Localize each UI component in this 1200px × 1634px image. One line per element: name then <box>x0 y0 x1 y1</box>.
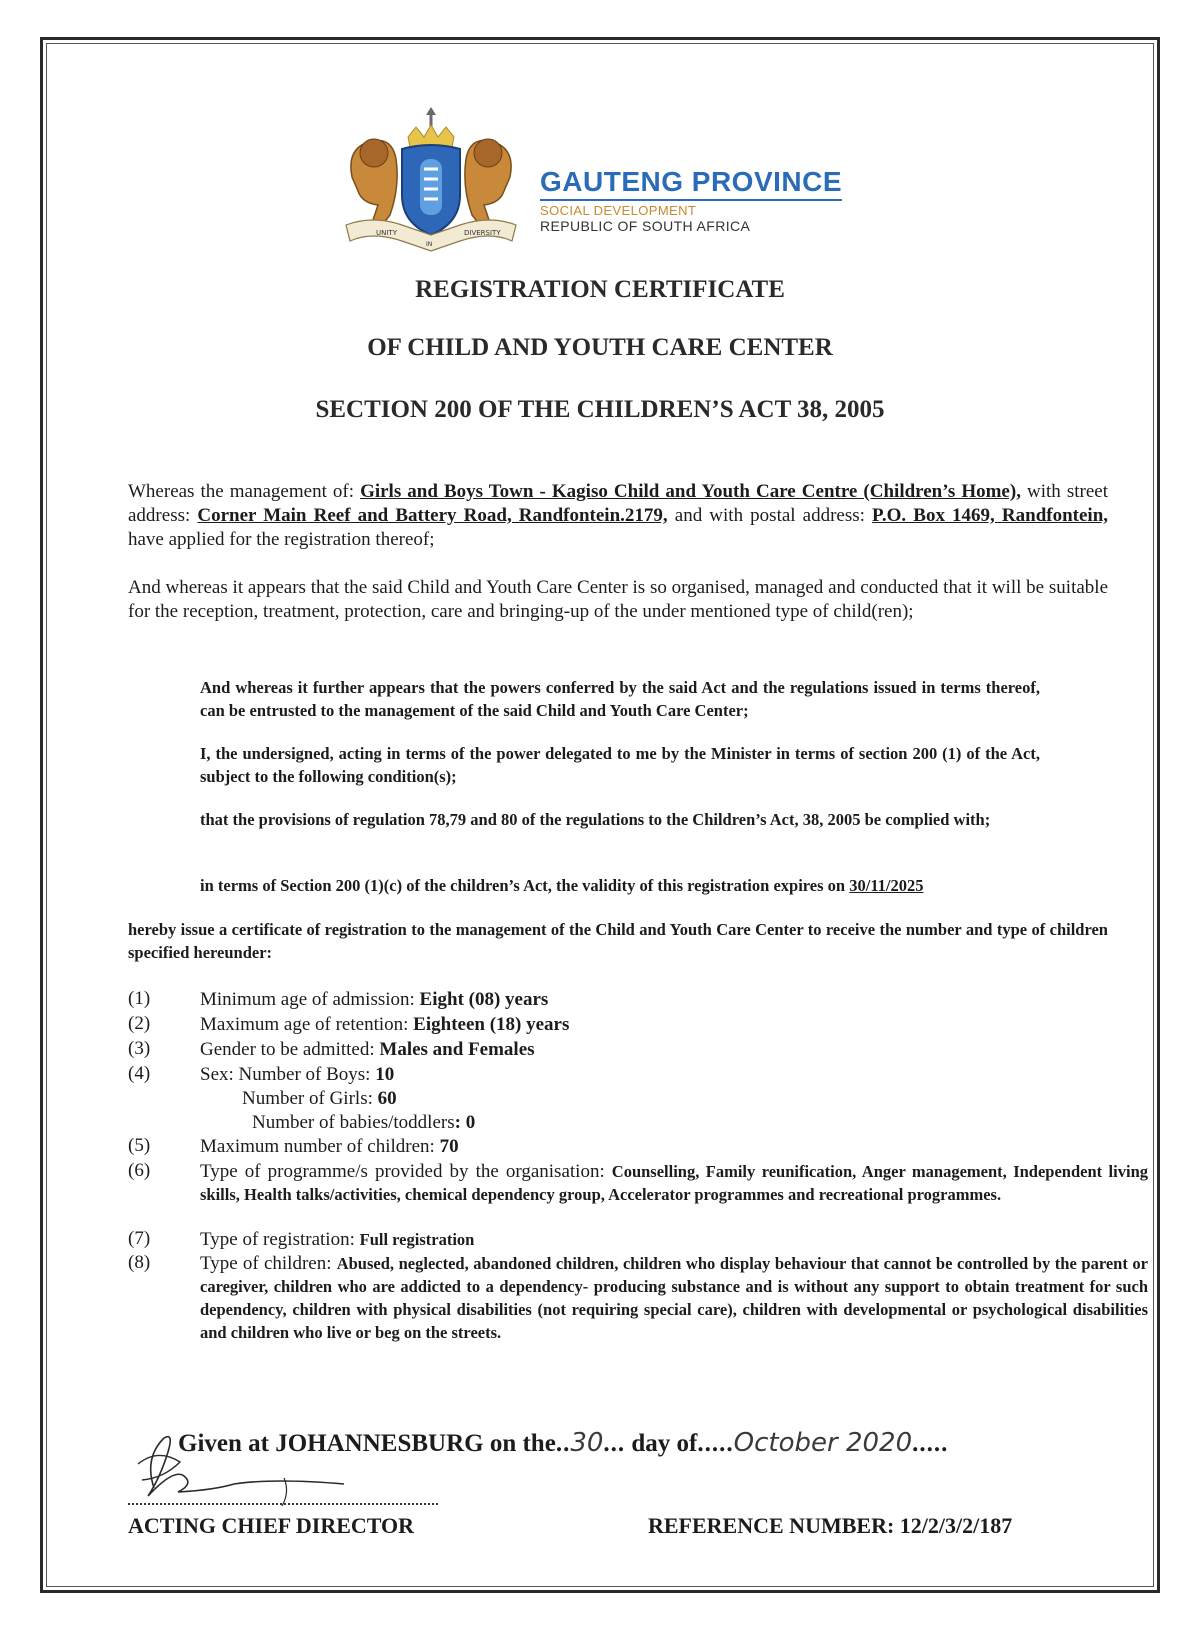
condition-paragraph-2: I, the undersigned, acting in terms of the power delegated to me by the Minister in terms of section 200 (1) of the Act, subject to the following condition(s); <box>200 744 1040 786</box>
item-label: Number of babies/toddlers <box>252 1112 455 1133</box>
title-line-1: REGISTRATION CERTIFICATE <box>415 276 785 303</box>
item-label: Number of Girls: <box>242 1088 378 1109</box>
svg-text:DIVERSITY: DIVERSITY <box>464 229 501 237</box>
condition-paragraph-1: And whereas it further appears that the powers conferred by the said Act and the regulations issued in terms thereof, can be entrusted to the management of the said Child and Youth Care Center; <box>200 678 1040 720</box>
handwritten-day: 30 <box>570 1428 604 1458</box>
item-value: Eight (08) years <box>419 989 549 1010</box>
intro-paragraph-2: And whereas it appears that the said Child and Youth Care Center is so organised, managed and conducted that it will be suitable for the reception, treatment, protection, care and bringing-up of the under mentioned type of child(ren); <box>128 577 1108 622</box>
intro-paragraph-1 <box>128 480 1108 552</box>
brand-department: SOCIAL DEVELOPMENT <box>540 203 697 218</box>
item-value: 70 <box>439 1136 459 1157</box>
item-value: Abused, neglected, abandoned children, children who display behaviour that cannot be controlled by the parent or caregiver, children who are addicted to a dependency- producing substance and is without any support to obtain treatment for such dependency, children with physical disabilities (not requiring special care), children with developmental or psychological disabilities and children who live or beg on the streets. <box>200 1254 1148 1342</box>
item-label: Type of children: <box>200 1253 337 1274</box>
item-number: (2) <box>128 1013 151 1034</box>
list-item-programmes <box>200 1160 1148 1206</box>
item-value: Eighteen (18) years <box>413 1014 570 1035</box>
signature-line <box>128 1503 438 1505</box>
list-item-girls <box>242 1087 1042 1110</box>
item-number: (7) <box>128 1228 151 1249</box>
item-value: : 0 <box>454 1112 476 1133</box>
intro-text: Whereas the management of: <box>128 481 361 502</box>
item-label: Sex: Number of Boys: <box>200 1064 376 1085</box>
given-at-line: Given at JOHANNESBURG on the..30... day of.....October 2020..... <box>178 1428 949 1458</box>
handwritten-month-year: October 2020 <box>733 1428 913 1458</box>
signature-icon <box>124 1418 364 1508</box>
item-number: (1) <box>128 988 151 1009</box>
item-number: (4) <box>128 1063 151 1084</box>
intro-text: with street address: <box>128 481 1108 526</box>
item-value: Full registration <box>359 1230 475 1249</box>
organisation-name: Girls and Boys Town - Kagiso Child and Youth Care Centre (Children’s Home), <box>360 481 1021 502</box>
title-line-2: OF CHILD AND YOUTH CARE CENTER <box>367 334 833 361</box>
brand-block <box>540 165 842 234</box>
list-item-children-type <box>200 1252 1148 1344</box>
validity-text: in terms of Section 200 (1)(c) of the children’s Act, the validity of this registration expires on <box>200 876 850 895</box>
brand-country: REPUBLIC OF SOUTH AFRICA <box>540 218 751 234</box>
coat-of-arms-icon <box>342 107 520 255</box>
postal-address: P.O. Box 1469, Randfontein, <box>872 505 1109 526</box>
list-item-max-age <box>200 1013 1148 1036</box>
item-number: (6) <box>128 1160 151 1181</box>
expiry-date: 30/11/2025 <box>849 876 924 895</box>
svg-text:UNITY: UNITY <box>376 229 397 237</box>
item-number: (3) <box>128 1038 151 1059</box>
reference-number: REFERENCE NUMBER: 12/2/3/2/187 <box>648 1513 1013 1538</box>
day-of-text: day of <box>631 1430 698 1457</box>
intro-text: have applied for the registration thereof; <box>128 529 435 550</box>
title-line-3: SECTION 200 OF THE CHILDREN’S ACT 38, 2005 <box>315 396 885 423</box>
item-number: (5) <box>128 1135 151 1156</box>
item-number: (8) <box>128 1252 151 1273</box>
condition-paragraph-3: that the provisions of regulation 78,79 and 80 of the regulations to the Children’s Act, 38, 2005 be complied with; <box>200 810 991 829</box>
street-address: Corner Main Reef and Battery Road, Randfontein.2179, <box>197 505 668 526</box>
item-label: Type of programme/s provided by the organisation: <box>200 1161 612 1182</box>
item-label: Maximum number of children: <box>200 1136 440 1157</box>
list-item-registration-type <box>200 1228 1148 1251</box>
condition-paragraph-4 <box>200 874 1108 897</box>
given-at-text: Given at JOHANNESBURG on the <box>178 1430 556 1457</box>
list-item-min-age <box>200 988 1148 1011</box>
list-item-babies <box>252 1111 1052 1134</box>
list-item-max-children <box>200 1135 1148 1158</box>
item-value: Counselling, Family reunification, Anger management, Independent living skills, Health talks/activities, chemical dependency group, Accelerator programmes and recreational programmes. <box>200 1162 1148 1204</box>
item-label: Maximum age of retention: <box>200 1014 414 1035</box>
item-label: Gender to be admitted: <box>200 1039 380 1060</box>
signatory-title: ACTING CHIEF DIRECTOR <box>128 1513 415 1538</box>
svg-text:IN: IN <box>426 241 433 248</box>
item-value: Males and Females <box>379 1039 535 1060</box>
list-item-boys <box>200 1063 1148 1086</box>
intro-text: and with postal address: <box>667 505 873 526</box>
brand-name: GAUTENG PROVINCE <box>540 165 842 201</box>
item-value: 10 <box>375 1064 395 1085</box>
item-label: Minimum age of admission: <box>200 989 420 1010</box>
item-label: Type of registration: <box>200 1229 360 1250</box>
list-item-gender <box>200 1038 1148 1061</box>
item-value: 60 <box>377 1088 397 1109</box>
issue-paragraph: hereby issue a certificate of registration to the management of the Child and Youth Care Center to receive the number and type of children specified hereunder: <box>128 920 1108 962</box>
